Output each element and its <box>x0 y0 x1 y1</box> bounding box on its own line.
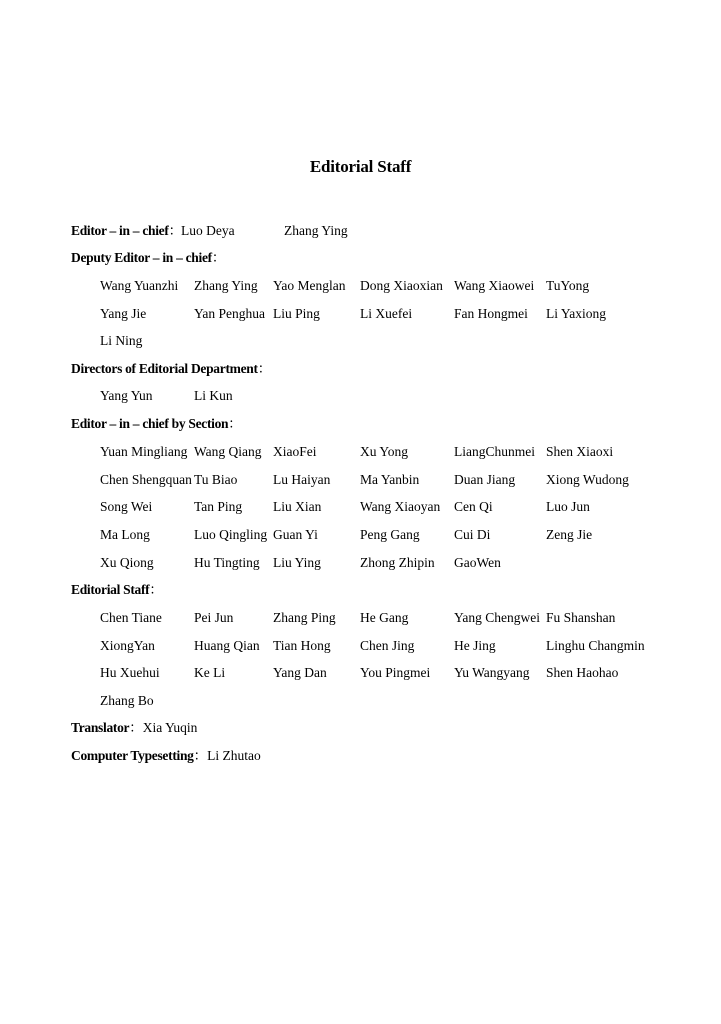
section-editor-name: Liu Xian <box>273 499 322 515</box>
deputy-editor-heading <box>71 248 225 268</box>
translator-name: Xia Yuqin <box>142 720 198 735</box>
section-editor-name: Cui Di <box>454 527 491 543</box>
section-editor-name: Hu Tingting <box>194 554 260 570</box>
editorial-staff-name: Chen Tiane <box>100 610 162 625</box>
section-editors-heading <box>71 414 242 434</box>
editorial-staff-name: Zhang Bo <box>100 693 154 709</box>
deputy-editor-name: Dong Xiaoxian <box>360 278 443 293</box>
editor-in-chief-line <box>71 221 182 241</box>
deputy-editor-name: Yao Menglan <box>273 278 346 293</box>
section-editor-name: Guan Yi <box>273 527 318 543</box>
deputy-editor-name: Yan Penghua <box>194 305 266 321</box>
translator-line <box>71 718 197 738</box>
translator-label: Translator <box>71 720 130 735</box>
section-editor-name: Luo Qingling <box>194 527 268 543</box>
editor-in-chief-label: Editor – in – chief <box>71 223 169 238</box>
section-editor-name: Lu Haiyan <box>273 471 331 487</box>
editor-in-chief-name: Luo Deya <box>181 223 235 238</box>
section-editor-name: Wang Xiaoyan <box>360 499 441 515</box>
editorial-staff-name: He Gang <box>360 610 409 625</box>
deputy-editor-name: Fan Hongmei <box>454 305 528 321</box>
director-name: Li Kun <box>194 388 233 403</box>
deputy-editor-name: Wang Xiaowei <box>454 278 535 293</box>
typesetting-line <box>71 746 261 766</box>
section-editor-name: Wang Qiang <box>194 444 262 459</box>
editorial-staff-name: Zhang Ping <box>273 610 336 625</box>
section-editor-name: Zhong Zhipin <box>360 554 435 570</box>
editorial-staff-name: Shen Haohao <box>546 665 619 681</box>
section-editors-separator: ： <box>228 416 242 431</box>
deputy-editor-name: Wang Yuanzhi <box>100 278 179 293</box>
deputy-editor-name: Yang Jie <box>100 305 147 321</box>
section-editor-name: GaoWen <box>454 554 501 570</box>
section-editor-name: Shen Xiaoxi <box>546 444 614 459</box>
section-editor-name: Tan Ping <box>194 499 243 515</box>
section-editor-name: LiangChunmei <box>454 444 535 459</box>
typesetting-name: Li Zhutao <box>207 748 261 763</box>
editor-in-chief-separator: ： <box>168 223 183 238</box>
deputy-editor-name: TuYong <box>546 278 590 293</box>
section-editor-name: Liu Ying <box>273 554 321 570</box>
editorial-staff-name: He Jing <box>454 637 496 653</box>
editorial-staff-name: Pei Jun <box>194 610 234 625</box>
editorial-staff-name: Ke Li <box>194 665 226 681</box>
directors-heading <box>71 359 271 379</box>
deputy-editor-name: Zhang Ying <box>194 278 258 293</box>
deputy-editor-name: Li Xuefei <box>360 305 413 321</box>
editorial-staff-name: Hu Xuehui <box>100 665 160 681</box>
deputy-editor-name: Li Yaxiong <box>546 305 607 321</box>
editorial-staff-name: You Pingmei <box>360 665 431 681</box>
editorial-staff-name: Tian Hong <box>273 637 331 653</box>
section-editor-name: XiaoFei <box>273 444 317 459</box>
section-editor-name: Xu Qiong <box>100 554 154 570</box>
editorial-staff-name: Huang Qian <box>194 637 260 653</box>
editorial-staff-name: Yu Wangyang <box>454 665 530 681</box>
editorial-staff-heading <box>71 580 163 600</box>
section-editor-name: Ma Long <box>100 527 150 543</box>
deputy-editor-name: Li Ning <box>100 333 143 349</box>
section-editor-name: Zeng Jie <box>546 527 593 543</box>
editorial-staff-separator: ： <box>149 582 163 597</box>
page-title: Editorial Staff <box>309 157 412 176</box>
section-editor-name: Yuan Mingliang <box>100 444 188 459</box>
section-editor-name: Duan Jiang <box>454 471 516 487</box>
editorial-staff-name: Linghu Changmin <box>546 637 645 653</box>
editorial-staff-name: Fu Shanshan <box>546 610 616 625</box>
deputy-editor-label: Deputy Editor – in – chief <box>71 250 212 265</box>
typesetting-label: Computer Typesetting <box>71 748 194 763</box>
section-editor-name: Song Wei <box>100 499 153 515</box>
directors-label: Directors of Editorial Department <box>71 361 258 376</box>
editorial-staff-name: Yang Chengwei <box>454 610 541 625</box>
editorial-staff-label: Editorial Staff <box>71 582 150 597</box>
section-editor-name: Luo Jun <box>546 499 590 515</box>
translator-separator: ： <box>129 720 143 735</box>
editorial-staff-name: XiongYan <box>100 637 155 653</box>
section-editor-name: Xu Yong <box>360 444 409 459</box>
section-editors-label: Editor – in – chief by Section <box>71 416 229 431</box>
typesetting-separator: ： <box>193 748 208 763</box>
directors-separator: ： <box>257 361 272 376</box>
section-editor-name: Xiong Wudong <box>546 471 629 487</box>
section-editor-name: Tu Biao <box>194 471 238 487</box>
editorial-staff-name: Yang Dan <box>273 665 327 681</box>
editorial-staff-name: Chen Jing <box>360 637 415 653</box>
editor-in-chief-name: Zhang Ying <box>284 223 348 238</box>
section-editor-name: Peng Gang <box>360 527 420 543</box>
deputy-editor-separator: ： <box>211 250 226 265</box>
section-editor-name: Cen Qi <box>454 499 493 515</box>
deputy-editor-name: Liu Ping <box>273 305 320 321</box>
section-editor-name: Ma Yanbin <box>360 471 420 487</box>
director-name: Yang Yun <box>100 388 153 403</box>
section-editor-name: Chen Shengquan <box>100 471 192 487</box>
